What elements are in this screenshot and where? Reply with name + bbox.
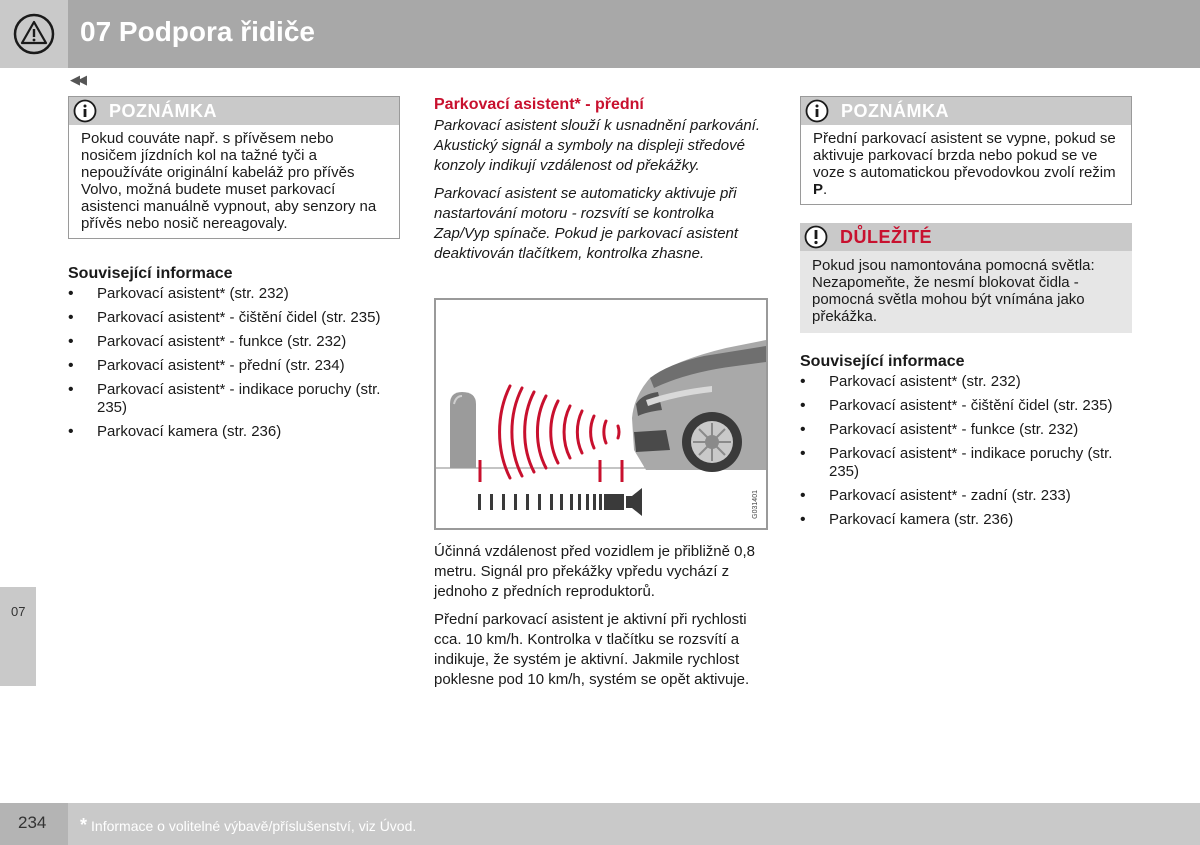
- page-number-box: [0, 803, 68, 845]
- asterisk-icon: *: [80, 815, 88, 835]
- body-paragraph: Přední parkovací asistent je aktivní při rychlosti cca. 10 km/h. Kontrolka v tlačítku se rozsvítí a indikuje, že systém je aktivní. Jakmile rychlost poklesne pod 10 km/h, systém se opět aktivuje.: [434, 611, 750, 688]
- warning-text: Pokud jsou namontována pomocná světla: Nezapomeňte, že nesmí blokovat čidla - pomocná světla mohou být vnímána jako překážka.: [812, 257, 1095, 325]
- middle-column: [434, 96, 768, 264]
- back-arrows-icon[interactable]: ◀◀: [70, 72, 84, 87]
- parking-sensor-illustration: [434, 298, 768, 530]
- info-icon: [805, 99, 829, 123]
- related-list: [68, 285, 400, 441]
- page-number: 234: [18, 813, 47, 832]
- related-link[interactable]: • Parkovací asistent* - zadní (str. 233): [800, 487, 1132, 505]
- note-box: [800, 96, 1132, 205]
- right-column: [800, 96, 1132, 535]
- note-text: [801, 125, 1131, 204]
- note-text-main: Přední parkovací asistent se vypne, pokud se aktivuje parkovací brzda nebo pokud se ve voze s automatickou převodovkou zvolí režim: [813, 130, 1116, 181]
- related-link[interactable]: • Parkovací asistent* - čištění čidel (str. 235): [800, 397, 1132, 415]
- note-label: POZNÁMKA: [841, 101, 949, 121]
- intro-paragraph: Parkovací asistent se automaticky aktivuje při nastartování motoru - rozsvítí se kontrolka Zap/Vyp spínače. Pokud je parkovací asistent deaktivován tlačítkem, kontrolka zhasne.: [434, 185, 739, 262]
- page-footer: [0, 803, 1200, 845]
- note-header: [69, 97, 399, 125]
- left-column: [68, 96, 400, 447]
- header-icon-box: [0, 0, 68, 68]
- info-icon: [73, 99, 97, 123]
- middle-column-body: [434, 542, 768, 690]
- related-link[interactable]: • Parkovací kamera (str. 236): [68, 423, 400, 441]
- illustration-svg: [436, 300, 766, 528]
- related-link[interactable]: • Parkovací asistent* - funkce (str. 232): [800, 421, 1132, 439]
- footer-note-text: Informace o volitelné výbavě/příslušenství, viz Úvod.: [91, 818, 417, 834]
- chapter-tab[interactable]: [0, 587, 36, 686]
- related-link[interactable]: • Parkovací asistent* (str. 232): [68, 285, 400, 303]
- warning-triangle-icon: [13, 13, 55, 55]
- related-list: [800, 373, 1132, 529]
- warning-label: DŮLEŽITÉ: [840, 227, 932, 247]
- bollard-obstacle: [450, 392, 476, 468]
- gear-mode-p: P: [813, 181, 824, 198]
- page-header: [0, 0, 1200, 68]
- figure-code: G031401: [752, 490, 759, 519]
- note-text-end: .: [823, 181, 828, 198]
- related-link[interactable]: • Parkovací asistent* (str. 232): [800, 373, 1132, 391]
- note-header: [801, 97, 1131, 125]
- related-info-heading: Související informace: [68, 265, 233, 282]
- note-box: [68, 96, 400, 239]
- related-link[interactable]: • Parkovací asistent* - indikace poruchy (str. 235): [68, 381, 400, 417]
- related-link[interactable]: • Parkovací kamera (str. 236): [800, 511, 1132, 529]
- body-paragraph: Účinná vzdálenost před vozidlem je přibližně 0,8 metru. Signál pro překážky vpředu vychází z jednoho z předních reproduktorů.: [434, 543, 756, 600]
- chapter-tab-label: 07: [11, 604, 26, 619]
- section-heading: Parkovací asistent* - přední: [434, 96, 644, 113]
- related-link[interactable]: • Parkovací asistent* - čištění čidel (str. 235): [68, 309, 400, 327]
- car-front-icon: [632, 340, 766, 472]
- note-text: Pokud couváte např. s přívěsem nebo nosičem jízdních kol na tažné tyči a nepoužíváte originální kabeláž pro přívěs Volvo, možná budete muset parkovací asistenci manuálně vypnout, aby senzory na přívěs nebo nosič nereagovaly.: [81, 130, 377, 232]
- note-label: POZNÁMKA: [109, 101, 217, 121]
- related-link[interactable]: • Parkovací asistent* - indikace poruchy (str. 235): [800, 445, 1132, 481]
- warning-header: [800, 223, 1132, 251]
- warning-box: [800, 223, 1132, 333]
- related-link[interactable]: • Parkovací asistent* - funkce (str. 232): [68, 333, 400, 351]
- related-info-heading: Související informace: [800, 353, 965, 370]
- related-link[interactable]: • Parkovací asistent* - přední (str. 234): [68, 357, 400, 375]
- footer-note: [80, 815, 416, 836]
- chapter-title: 07 Podpora řidiče: [80, 16, 315, 47]
- exclamation-icon: [804, 225, 828, 249]
- intro-paragraph: Parkovací asistent slouží k usnadnění parkování. Akustický signál a symboly na displeji středové konzoly indikují vzdálenost od překážky.: [434, 117, 761, 174]
